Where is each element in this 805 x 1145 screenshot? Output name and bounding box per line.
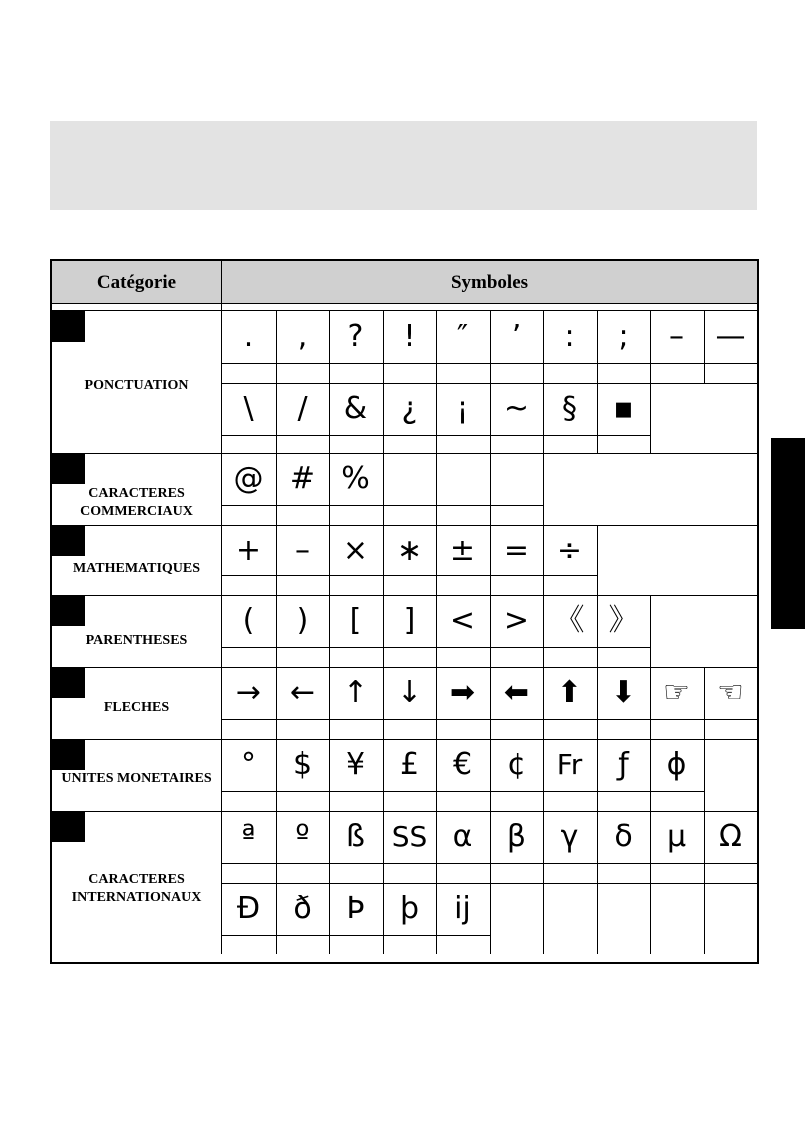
symbol-cell: : <box>564 319 575 354</box>
symbol-cell: ⬅ <box>503 675 530 710</box>
cell-divider <box>543 883 544 954</box>
cell-divider <box>490 453 491 525</box>
symbol-cell: > <box>503 603 530 638</box>
symbol-cell: [ <box>349 603 362 638</box>
sub-row-line <box>221 719 757 720</box>
cell-divider <box>543 667 544 739</box>
cell-divider <box>436 453 437 525</box>
symbol-cell: Đ <box>236 891 261 926</box>
cell-divider <box>276 453 277 525</box>
symbol-cell: þ <box>399 891 420 926</box>
category-label: MATHEMATIQUES <box>72 561 201 576</box>
cell-divider <box>383 811 384 883</box>
row-line <box>221 383 757 384</box>
symbol-cell: β <box>506 819 527 854</box>
cell-divider <box>383 739 384 811</box>
symbol-cell: α <box>452 819 473 854</box>
symbol-cell: , <box>297 319 308 354</box>
cell-divider <box>436 811 437 883</box>
symbol-cell: ⬇ <box>610 675 637 710</box>
symbol-cell: – <box>295 533 310 568</box>
symbol-cell: ← <box>289 675 316 710</box>
symbol-cell: ! <box>403 319 416 354</box>
symbol-cell: € <box>452 747 473 782</box>
symbol-cell: ~ <box>503 391 530 426</box>
symbol-cell: = <box>503 533 530 568</box>
cell-divider <box>704 311 705 383</box>
symbol-cell: & <box>343 391 368 426</box>
symbol-cell: ¥ <box>345 747 366 782</box>
cell-divider <box>383 883 384 954</box>
cell-divider <box>543 525 544 595</box>
symbol-cell: δ <box>614 819 633 854</box>
cell-divider <box>276 383 277 453</box>
cell-divider <box>490 525 491 595</box>
symbol-table <box>50 259 759 964</box>
symbol-cell: 》 <box>608 603 639 638</box>
chapter-tab <box>771 438 805 629</box>
cell-divider <box>383 383 384 453</box>
symbol-cell: ’ <box>511 319 522 354</box>
symbol-cell: $ <box>292 747 313 782</box>
symbol-cell: ? <box>347 319 364 354</box>
symbol-cell: ° <box>241 747 256 782</box>
category-marker <box>52 595 85 626</box>
cell-divider <box>543 595 544 667</box>
sub-row-line <box>221 647 650 648</box>
cell-divider <box>650 883 651 954</box>
symbol-cell: ☞ <box>663 675 690 710</box>
cell-divider <box>436 883 437 954</box>
cell-divider <box>597 595 598 667</box>
cell-divider <box>650 667 651 739</box>
cell-divider <box>490 883 491 954</box>
sub-row-line <box>221 505 543 506</box>
symbol-cell: \ <box>243 391 254 426</box>
cell-divider <box>329 311 330 383</box>
cell-divider <box>490 667 491 739</box>
category-bottom-line <box>52 525 757 526</box>
symbol-cell: + <box>235 533 262 568</box>
sub-row-line <box>221 863 757 864</box>
symbol-cell: — <box>715 319 746 354</box>
cell-divider <box>329 739 330 811</box>
symbol-cell: ▪ <box>613 391 634 426</box>
sub-row-line <box>221 935 490 936</box>
category-label: CARACTERES INTERNATIONAUX <box>71 872 202 905</box>
symbol-cell: × <box>342 533 369 568</box>
symbol-cell: ″ <box>456 319 469 354</box>
cell-divider <box>436 667 437 739</box>
symbol-cell: ð <box>293 891 312 926</box>
symbol-cell: ± <box>449 533 476 568</box>
category-label: CARACTERES COMMERCIAUX <box>80 486 193 519</box>
symbol-cell: ➡ <box>449 675 476 710</box>
cell-divider <box>436 311 437 383</box>
cell-divider <box>436 383 437 453</box>
category-bottom-line <box>52 453 757 454</box>
category-marker <box>52 739 85 770</box>
cell-divider <box>329 595 330 667</box>
cell-divider <box>490 595 491 667</box>
symbol-cell: ¡ <box>456 391 469 426</box>
cell-divider <box>650 311 651 383</box>
symbol-cell: ÷ <box>556 533 583 568</box>
symbol-cell: ( <box>242 603 255 638</box>
symbol-cell: μ <box>666 819 687 854</box>
cell-divider <box>490 811 491 883</box>
category-label: PARENTHESES <box>85 633 188 648</box>
header-bottom-line <box>52 303 757 304</box>
cell-divider <box>597 383 598 453</box>
symbol-cell: ☜ <box>717 675 744 710</box>
symbol-cell: ϕ <box>666 747 687 782</box>
cell-divider <box>329 811 330 883</box>
cell-divider <box>436 595 437 667</box>
symbol-cell: ∗ <box>396 533 423 568</box>
symbol-cell: . <box>243 319 254 354</box>
symbol-cell: ª <box>241 819 256 854</box>
symbol-cell: SS <box>391 820 428 853</box>
cell-divider <box>276 525 277 595</box>
cell-divider <box>597 739 598 811</box>
sub-row-line <box>221 575 597 576</box>
row-line <box>221 883 757 884</box>
category-label: FLECHES <box>103 700 170 715</box>
cell-divider <box>329 383 330 453</box>
cell-divider <box>597 811 598 883</box>
symbol-cell: ¿ <box>401 391 418 426</box>
cell-divider <box>276 811 277 883</box>
cell-divider <box>597 883 598 954</box>
cell-divider <box>383 595 384 667</box>
symbol-cell: / <box>297 391 308 426</box>
cell-divider <box>383 525 384 595</box>
cell-divider <box>329 883 330 954</box>
cell-divider <box>704 739 705 811</box>
cell-divider <box>383 453 384 525</box>
cell-divider <box>650 595 651 667</box>
cell-divider <box>436 739 437 811</box>
symbol-cell: ¢ <box>506 747 527 782</box>
symbol-cell: Ω <box>719 819 742 854</box>
cell-divider <box>543 811 544 883</box>
symbol-cell: Þ <box>346 891 365 926</box>
header-gap-line <box>52 310 757 311</box>
cell-divider <box>329 667 330 739</box>
cell-divider <box>329 453 330 525</box>
category-label: UNITES MONETAIRES <box>61 771 212 786</box>
category-marker <box>52 667 85 698</box>
cell-divider <box>276 595 277 667</box>
category-marker <box>52 453 85 484</box>
sub-row-line <box>221 363 757 364</box>
symbol-cell: ↑ <box>342 675 369 710</box>
sub-row-line <box>221 435 650 436</box>
symbol-cell: £ <box>399 747 420 782</box>
category-bottom-line <box>52 811 757 812</box>
cell-divider <box>704 811 705 883</box>
symbol-cell: Fr <box>556 748 583 781</box>
symbol-cell: # <box>289 461 316 496</box>
symbol-cell: ] <box>403 603 416 638</box>
cell-divider <box>543 453 544 525</box>
cell-divider <box>276 311 277 383</box>
symbol-cell: < <box>449 603 476 638</box>
cell-divider <box>276 667 277 739</box>
gray-banner <box>50 121 757 210</box>
category-marker <box>52 311 85 342</box>
symbol-cell: ) <box>296 603 309 638</box>
symbol-cell: ĳ <box>454 891 471 926</box>
category-bottom-line <box>52 739 757 740</box>
header-category: Catégorie <box>52 261 221 304</box>
cell-divider <box>329 525 330 595</box>
cell-divider <box>597 525 598 595</box>
cell-divider <box>490 311 491 383</box>
symbol-cell: % <box>341 461 370 496</box>
cell-divider <box>704 883 705 954</box>
cell-divider <box>543 311 544 383</box>
cell-divider <box>597 311 598 383</box>
category-bottom-line <box>52 667 757 668</box>
symbol-cell: º <box>295 819 310 854</box>
cell-divider <box>490 739 491 811</box>
cell-divider <box>276 883 277 954</box>
cell-divider <box>704 667 705 739</box>
symbol-cell: ƒ <box>618 747 629 782</box>
cell-divider <box>597 667 598 739</box>
header-symbols: Symboles <box>222 261 757 304</box>
symbol-cell: ß <box>346 819 365 854</box>
symbol-cell: ⬆ <box>556 675 583 710</box>
cell-divider <box>650 739 651 811</box>
category-label: PONCTUATION <box>84 378 189 393</box>
symbol-cell: ↓ <box>396 675 423 710</box>
symbol-cell: ; <box>618 319 629 354</box>
cell-divider <box>276 739 277 811</box>
cell-divider <box>650 383 651 453</box>
symbol-cell: § <box>562 391 577 426</box>
symbol-cell: @ <box>233 461 264 496</box>
symbol-cell: γ <box>560 819 579 854</box>
cell-divider <box>383 667 384 739</box>
cell-divider <box>543 383 544 453</box>
symbol-cell: → <box>235 675 262 710</box>
cell-divider <box>490 383 491 453</box>
category-marker <box>52 811 85 842</box>
cell-divider <box>383 311 384 383</box>
category-marker <box>52 525 85 556</box>
symbol-cell: – <box>669 319 684 354</box>
cell-divider <box>436 525 437 595</box>
header-divider <box>221 261 222 311</box>
symbol-cell: 《 <box>554 603 585 638</box>
sub-row-line <box>221 791 704 792</box>
cell-divider <box>650 811 651 883</box>
category-bottom-line <box>52 595 757 596</box>
cell-divider <box>543 739 544 811</box>
